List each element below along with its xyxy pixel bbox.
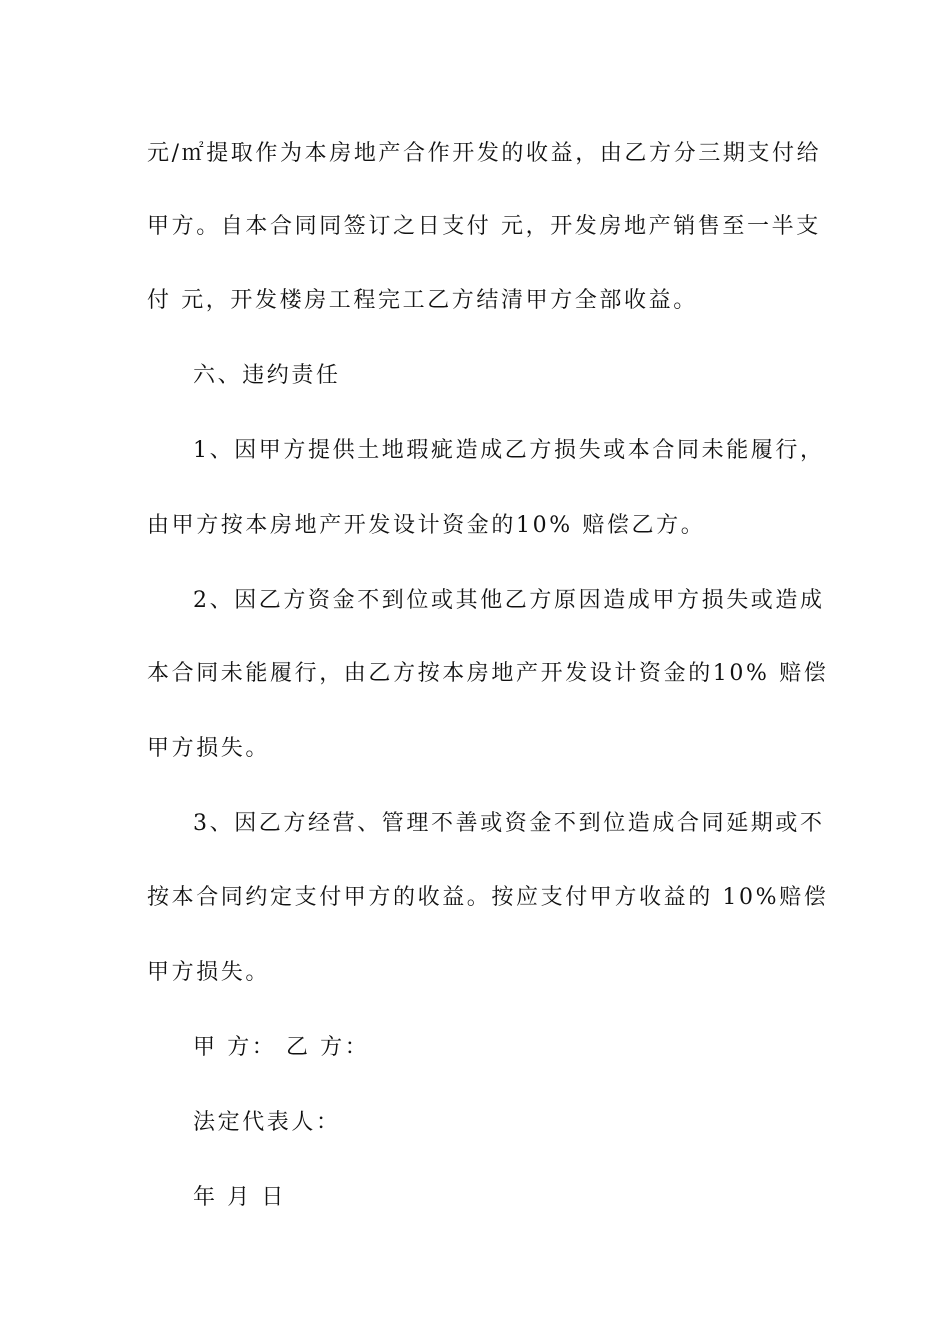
text-line: 2、因乙方资金不到位或其他乙方原因造成甲方损失或造成	[193, 588, 825, 613]
text-line: 本合同未能履行，由乙方按本房地产开发设计资金的10% 赔偿	[147, 661, 829, 686]
text-line: 由甲方按本房地产开发设计资金的10% 赔偿乙方。	[147, 513, 706, 538]
text-line: 甲方损失。	[147, 736, 271, 761]
text-line: 元/㎡提取作为本房地产合作开发的收益，由乙方分三期支付给	[147, 141, 822, 166]
text-line: 1、因甲方提供土地瑕疵造成乙方损失或本合同未能履行，	[193, 438, 825, 463]
text-line: 甲方损失。	[147, 960, 271, 985]
date-label: 年 月 日	[193, 1185, 286, 1210]
text-line: 甲方。自本合同同签订之日支付 元，开发房地产销售至一半支	[147, 214, 821, 239]
signature-parties: 甲 方： 乙 方：	[193, 1035, 370, 1060]
text-line: 3、因乙方经营、管理不善或资金不到位造成合同延期或不	[193, 811, 825, 836]
section-heading: 六、违约责任	[193, 363, 341, 388]
text-line: 按本合同约定支付甲方的收益。按应支付甲方收益的 10%赔偿	[147, 885, 829, 910]
text-line: 付 元，开发楼房工程完工乙方结清甲方全部收益。	[147, 288, 698, 313]
legal-representative-label: 法定代表人：	[193, 1110, 341, 1135]
